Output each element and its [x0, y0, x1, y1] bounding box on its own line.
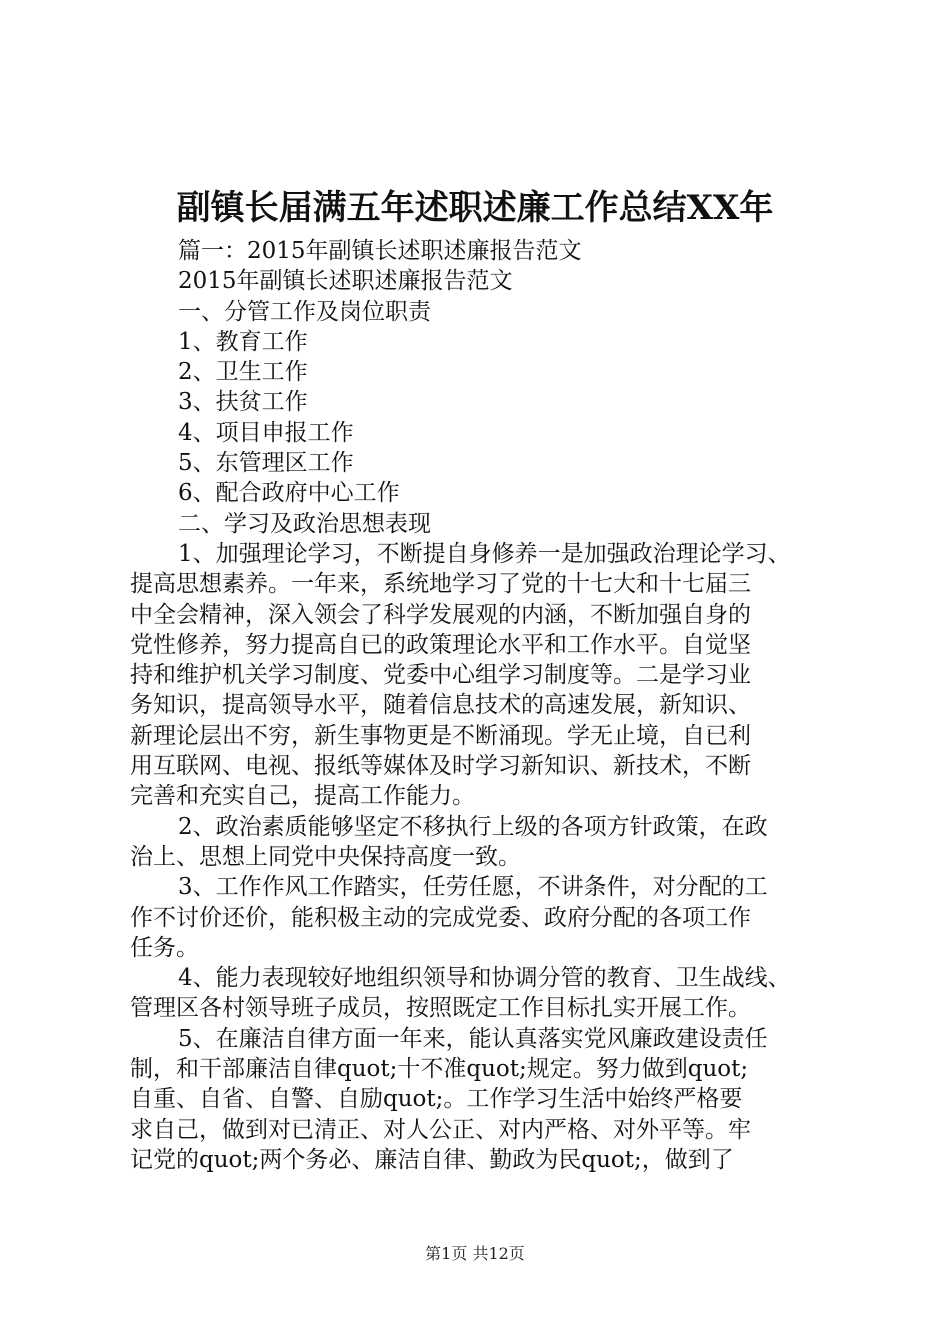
- text-line: 自重、自省、自警、自励quot;。工作学习生活中始终严格要: [130, 1086, 743, 1113]
- text-line: 务知识，提高领导水平，随着信息技术的高速发展，新知识、: [130, 692, 751, 719]
- text-line: 一、分管工作及岗位职责: [178, 298, 431, 325]
- text-line: 中全会精神，深入领会了科学发展观的内涵，不断加强自身的: [130, 601, 751, 628]
- page-number-label: 第1页 共12页: [425, 1244, 525, 1263]
- text-line: 任务。: [130, 934, 199, 961]
- text-line: 提高思想素养。一年来，系统地学习了党的十七大和十七届三: [130, 571, 751, 598]
- text-line: 制，和干部廉洁自律quot;十不准quot;规定。努力做到quot;: [130, 1056, 749, 1083]
- text-line: 作不讨价还价，能积极主动的完成党委、政府分配的各项工作: [130, 904, 751, 931]
- text-line: 4、项目申报工作: [178, 419, 354, 446]
- text-line: 新理论层出不穷，新生事物更是不断涌现。学无止境，自已利: [130, 722, 751, 749]
- text-line: 4、能力表现较好地组织领导和协调分管的教育、卫生战线、: [178, 965, 791, 992]
- text-line: 2、政治素质能够坚定不移执行上级的各项方针政策，在政: [178, 813, 768, 840]
- text-line: 持和维护机关学习制度、党委中心组学习制度等。二是学习业: [130, 662, 751, 689]
- text-line: 记党的quot;两个务必、廉洁自律、勤政为民quot;，做到了: [130, 1146, 734, 1173]
- text-line: 6、配合政府中心工作: [178, 480, 400, 507]
- text-line: 1、加强理论学习，不断提自身修养一是加强政治理论学习、: [178, 540, 791, 567]
- text-line: 求自己，做到对已清正、对人公正、对内严格、对外平等。牢: [130, 1116, 751, 1143]
- text-line: 二、学习及政治思想表现: [178, 510, 431, 537]
- text-line: 2、卫生工作: [178, 359, 308, 386]
- text-line: 完善和充实自己，提高工作能力。: [130, 783, 475, 810]
- text-line: 篇一：2015年副镇长述职述廉报告范文: [178, 238, 582, 264]
- text-line: 用互联网、电视、报纸等媒体及时学习新知识、新技术，不断: [130, 753, 751, 780]
- text-line: 2015年副镇长述职述廉报告范文: [178, 268, 513, 295]
- text-line: 治上、思想上同党中央保持高度一致。: [130, 843, 521, 870]
- document-title: 副镇长届满五年述职述廉工作总结XX年: [176, 188, 774, 228]
- document-body: [130, 236, 830, 1175]
- text-line: 5、东管理区工作: [178, 450, 354, 477]
- text-line: 5、在廉洁自律方面一年来，能认真落实党风廉政建设责任: [178, 1025, 768, 1052]
- text-line: 1、教育工作: [178, 328, 308, 355]
- text-line: 管理区各村领导班子成员，按照既定工作目标扎实开展工作。: [130, 995, 751, 1022]
- text-line: 党性修养，努力提高自已的政策理论水平和工作水平。自觉坚: [130, 631, 751, 658]
- page-footer: [0, 1242, 950, 1266]
- text-line: 3、扶贫工作: [178, 389, 308, 416]
- text-line: 3、工作作风工作踏实，任劳任愿，不讲条件，对分配的工: [178, 874, 768, 901]
